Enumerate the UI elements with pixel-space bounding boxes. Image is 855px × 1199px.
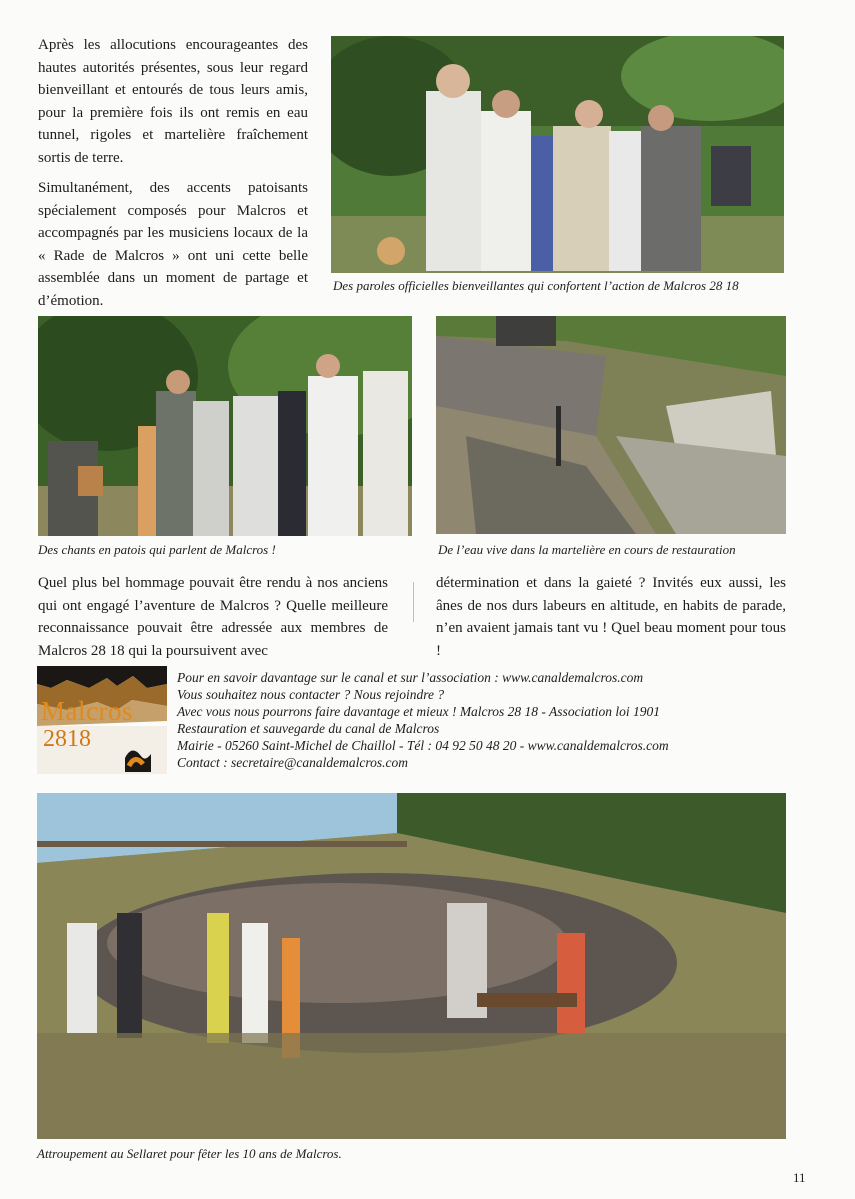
logo-name: Malcros — [41, 696, 133, 726]
contact-line-website: Pour en savoir davantage sur le canal et sur l’association : www.canaldemalcros.com — [177, 670, 644, 685]
intro-paragraph-2: Simultanément, des accents patoisants spécialement composés pour Malcros et accompagnés par les musiciens locaux de la « Rade de Malcros » ont uni cette belle assemblée dans un moment de partage et d’émotion. — [38, 180, 308, 309]
intro-paragraph-1: Après les allocutions encourageantes des hautes autorités présentes, sous leur regard bienveillant et entourés de tous leurs amis, pour la première fois ils ont remis en eau tunnel, rigoles et martelière fraîchement sortis de terre. — [38, 37, 308, 166]
page-number: 11 — [793, 1170, 806, 1185]
photo-water — [436, 316, 786, 534]
contact-line-join: Vous souhaitez nous contacter ? Nous rejoindre ? — [177, 687, 445, 702]
contact-line-address: Mairie - 05260 Saint-Michel de Chaillol - Tél : 04 92 50 48 20 - www.canaldemalcros.com — [177, 738, 669, 753]
photo-songs — [38, 316, 412, 536]
photo-crowd — [37, 793, 786, 1139]
caption-speeches: Des paroles officielles bienveillantes qui confortent l’action de Malcros 28 18 — [333, 278, 739, 293]
contact-line-purpose: Restauration et sauvegarde du canal de Malcros — [177, 721, 440, 736]
malcros-logo — [37, 666, 167, 774]
contact-block — [177, 669, 669, 771]
caption-water: De l’eau vive dans la martelière en cours de restauration — [438, 542, 736, 557]
column-left-text: Quel plus bel hommage pouvait être rendu à nos anciens qui ont engagé l’aventure de Malcros ? Quelle meilleure reconnaissance pouvait être adressée aux membres de Malcros 28 18 qui la poursuivent avec — [38, 575, 388, 659]
contact-line-email: Contact : secretaire@canaldemalcros.com — [177, 755, 408, 770]
contact-line-association: Avec vous nous pourrons faire davantage et mieux ! Malcros 28 18 - Association loi 1901 — [177, 704, 661, 719]
caption-songs: Des chants en patois qui parlent de Malcros ! — [38, 542, 276, 557]
intro-text — [38, 34, 308, 312]
caption-crowd: Attroupement au Sellaret pour fêter les 10 ans de Malcros. — [37, 1146, 342, 1161]
column-divider — [413, 582, 414, 622]
photo-speeches — [331, 36, 784, 273]
logo-number: 2818 — [43, 726, 91, 752]
column-right-text: détermination et dans la gaieté ? Invités eux aussi, les ânes de nos durs labeurs en altitude, en habits de parade, n’en avaient jamais tant vu ! Quel beau moment pour tous ! — [436, 575, 786, 659]
